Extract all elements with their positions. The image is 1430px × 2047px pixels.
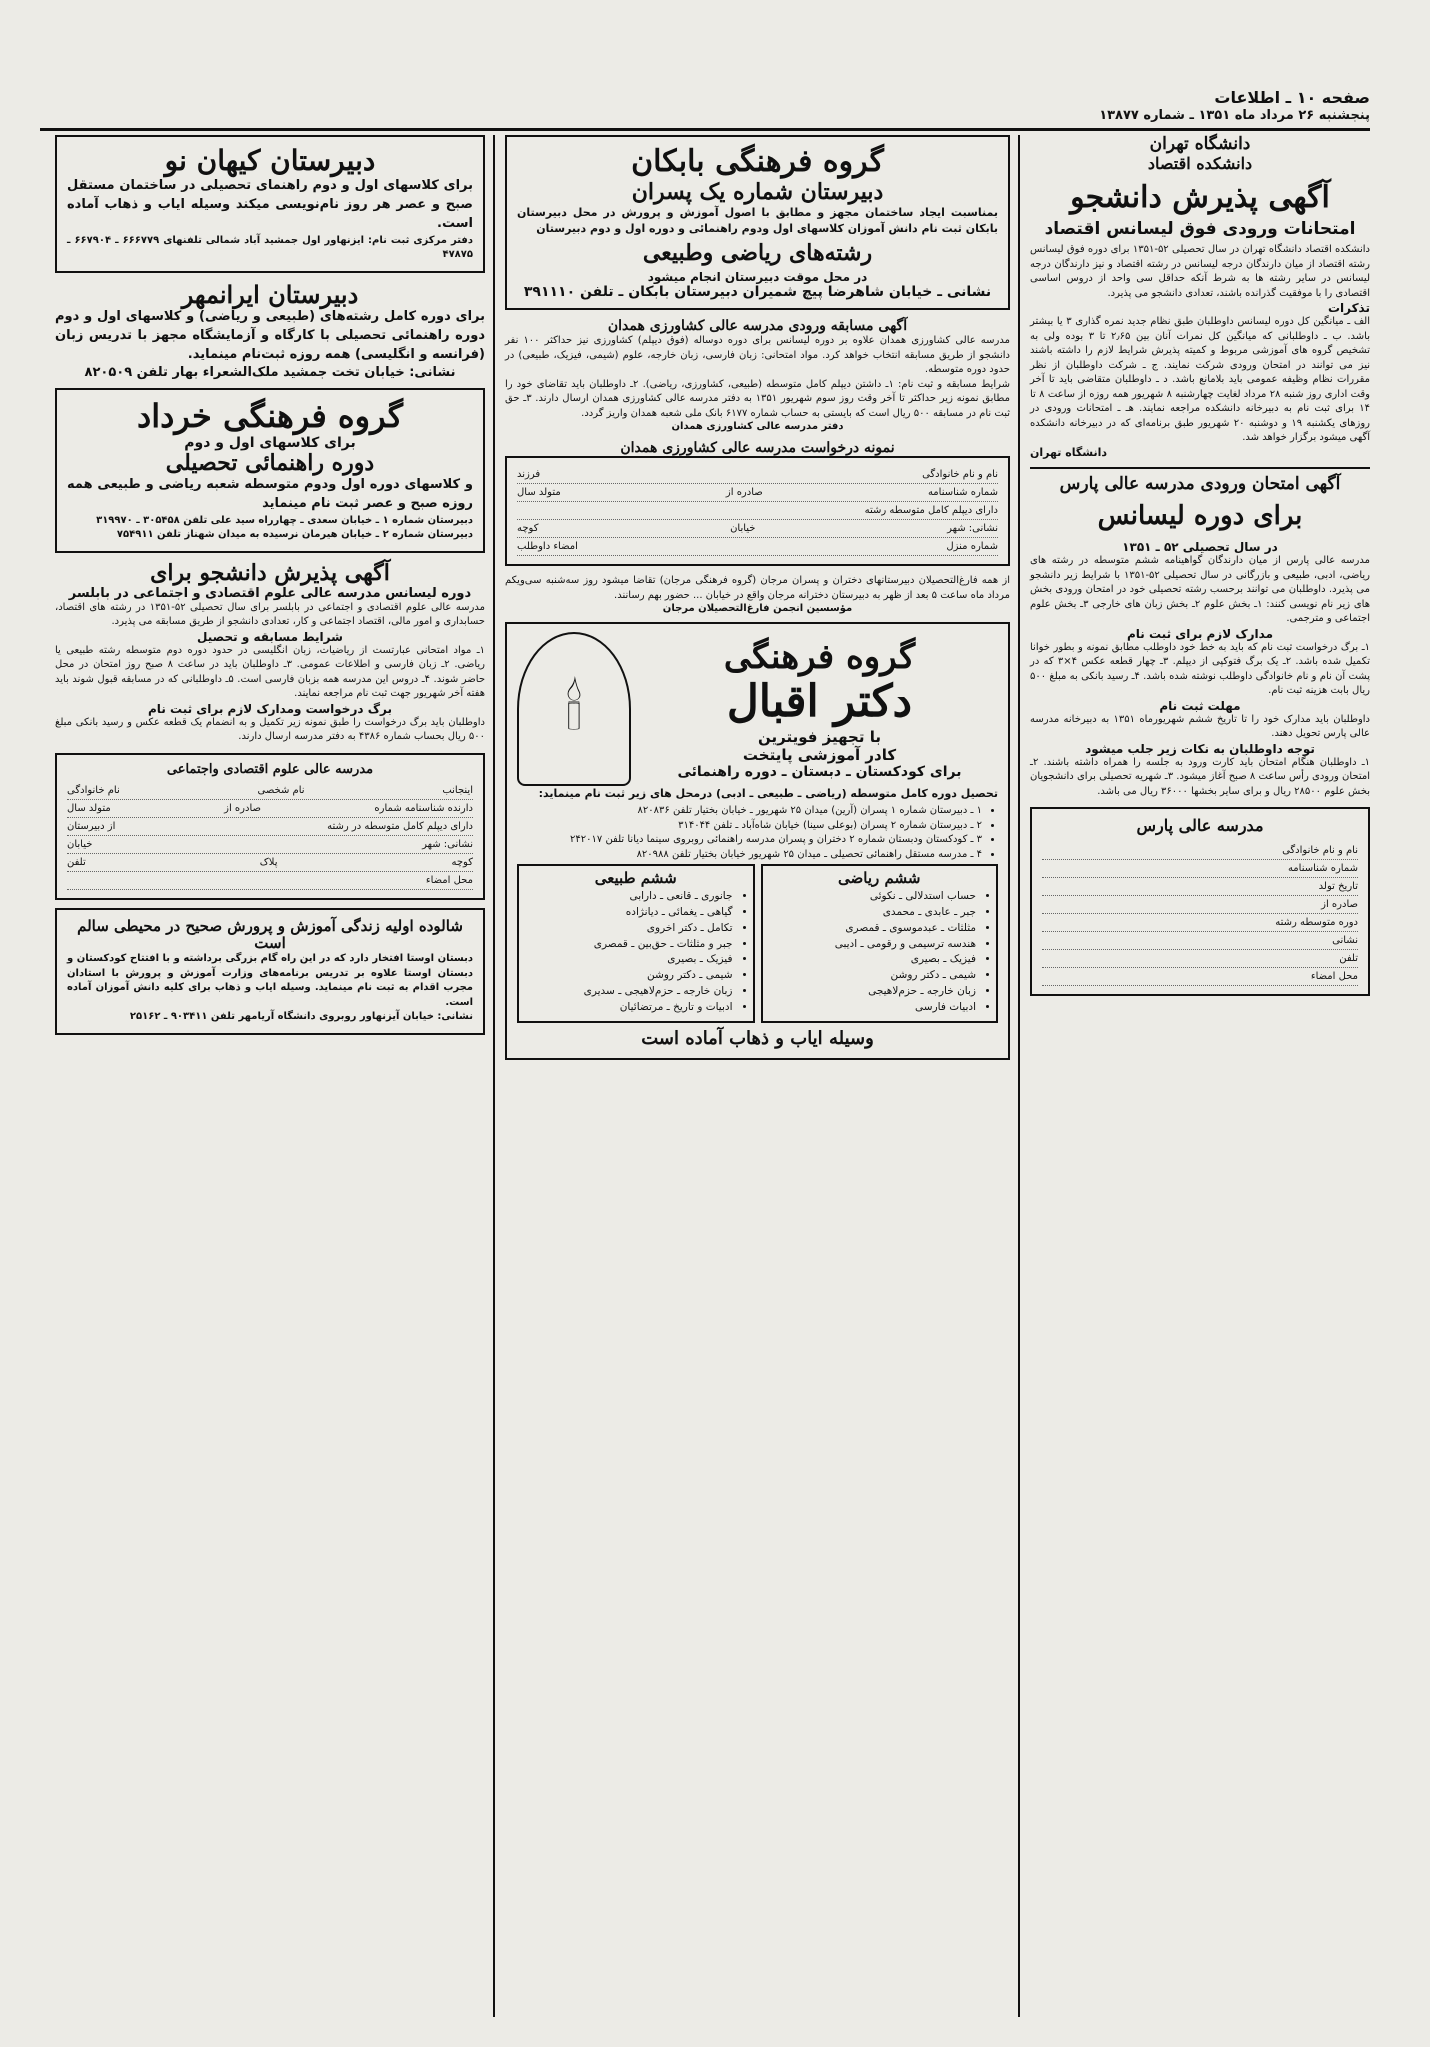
form-row-label: نام خانوادگی — [67, 784, 120, 796]
branch-item: • ۱ ـ دبیرستان شماره ۱ پسران (آرین) میدان ۲۵ شهریور ـ خیابان بختیار تلفن ۸۲۰۸۳۶ — [517, 804, 982, 819]
teacher-item: • هندسه ترسیمی و رقومی ـ ادیبی — [767, 937, 977, 953]
form-row — [1042, 842, 1358, 860]
khordad-addr2: دبیرستان شماره ۲ ـ خیابان هیرمان نرسیده به میدان شهناز تلفن ۷۵۴۹۱۱ — [116, 529, 473, 541]
form-row-label: نام شخصی — [257, 784, 305, 796]
foundation-body: دبستان اوستا افتخار دارد که در این راه گام بزرگی برداشته و با افتتاح کودکستان و دبستان اوستا علاوه بر تدریس برنامه‌های وزارت آموزش و پرورش با استادان مجرب اقدام به ثبت نام مینماید. وسیله ایاب و ذهاب برای کلیه دانش آموزان آماده است. — [67, 953, 473, 1008]
form-row-label: شماره منزل — [946, 541, 998, 553]
column-rule — [1018, 135, 1020, 2017]
form-row — [517, 520, 998, 538]
form-row-label: متولد سال — [67, 802, 111, 814]
form-row-label: دارای دیپلم کامل متوسطه رشته — [864, 505, 998, 517]
ad-intro: دانشکده اقتصاد دانشگاه تهران در سال تحصیلی ۵۲-۱۳۵۱ برای دوره فوق لیسانس رشته اقتصاد از میان دارندگان درجه لیسانس در رشته اقتصاد و نیز دارندگان درجه لیسانس در سایر رشته ها به شرط آنکه حداقل سی واحد از دروس اساسی اقتصادی را با موفقیت گذرانده باشند، تعدادی دانشجو می پذیرد. — [1030, 244, 1370, 299]
teacher-item: • شیمی ـ دکتر روشن — [523, 968, 733, 984]
eqbal-title1: گروه فرهنگی — [723, 637, 916, 678]
pars-form-title: مدرسه عالی پارس — [1136, 816, 1264, 836]
hamedan-sign: دفتر مدرسه عالی کشاورزی همدان — [671, 421, 844, 433]
eqbal-title2: دکتر اقبال — [726, 676, 913, 728]
branch-item: • ۲ ـ دبیرستان شماره ۲ پسران (بوعلی سینا) خیابان شاه‌آباد ـ تلفن ۳۱۴۰۴۴ — [517, 819, 982, 834]
form-row — [67, 782, 473, 800]
form-row-label: نام و نام خانوادگی — [1282, 844, 1358, 856]
form-row-label: نشانی — [1332, 934, 1358, 946]
keyhan-title: دبیرستان کیهان نو — [164, 144, 376, 177]
teacher-item: • تکامل ـ دکتر اخروی — [523, 921, 733, 937]
eqbal-tag2: کادر آموزشی پایتخت — [742, 746, 897, 764]
form-row — [517, 502, 998, 520]
ad-title: آگهی پذیرش دانشجو — [1070, 179, 1330, 215]
form-row-label: نام و نام خانوادگی — [922, 469, 998, 481]
keyhan-address: دفتر مرکزی ثبت نام: ایزنهاور اول جمشید آباد شمالی تلفنهای ۶۶۶۷۷۹ ـ ۶۶۷۹۰۴ ـ ۴۷۸۷۵ — [67, 234, 473, 261]
right-column — [1030, 135, 1370, 2017]
khordad-addr1: دبیرستان شماره ۱ ـ خیابان سعدی ـ چهارراه سید علی تلفن ۳۰۵۴۵۸ ـ ۳۱۹۹۷۰ — [96, 514, 473, 526]
eqbal-levels: برای کودکستان ـ دبستان ـ دوره راهنمائی — [677, 764, 962, 780]
form-row-label: شماره شناسنامه — [1287, 862, 1358, 874]
hamedan-title: آگهی مسابقه ورودی مدرسه عالی کشاورزی همدان — [607, 317, 908, 334]
form-row-label: پلاک — [259, 856, 278, 868]
pars-title: آگهی امتحان ورودی مدرسه عالی پارس — [1059, 473, 1341, 494]
pars-body: مدرسه عالی پارس از میان دارندگان گواهینامه ششم متوسطه در رشته های ریاضی، ادبی، طبیعی و بازرگانی در سال تحصیلی ۵۲-۱۳۵۱ با شرایط زیر دانشجو می پذیرد. داوطلبان می توانند برحسب رشته تحصیلی خود در امتحان ورودی بخش های زیر نام نویسی کنند: ۱ـ بخش علوم ۲ـ بخش زبان های خارجی ۳ـ بخش علوم اجتماعی و مترجمی. — [1030, 555, 1370, 625]
form-row — [1042, 950, 1358, 968]
eqbal-branches — [517, 804, 998, 862]
sixth-nat-title: ششم طبیعی — [594, 869, 677, 888]
form-row — [1042, 968, 1358, 986]
form-row-label: کوچه — [517, 523, 539, 535]
iranmehr-title: دبیرستان ایرانمهر — [181, 279, 359, 309]
teacher-item: • ادبیات و تاریخ ـ مرتضائیان — [523, 1000, 733, 1016]
form-row-label: فرزند — [517, 469, 541, 481]
form-row — [517, 484, 998, 502]
form-row-label: امضاء داوطلب — [517, 541, 578, 553]
pars-deadline-label: مهلت ثبت نام — [1159, 698, 1241, 713]
teachers-grid — [517, 864, 998, 1023]
form-row-label: نشانی: شهر — [422, 838, 473, 850]
teacher-item: • جانوری ـ قانعی ـ دارابی — [523, 889, 733, 905]
sixth-math-box — [761, 864, 999, 1023]
form-row-label: دارای دیپلم کامل متوسطه در رشته — [327, 820, 473, 832]
teacher-item: • گیاهی ـ یغمائی ـ دیانژاده — [523, 905, 733, 921]
teacher-item: • جبر و مثلثات ـ حق‌بین ـ قمصری — [523, 937, 733, 953]
eqbal-titles — [641, 638, 998, 780]
iranmehr-ad — [55, 281, 485, 380]
ad-subtitle: امتحانات ورودی فوق لیسانس اقتصاد — [1044, 219, 1356, 240]
bakan-ad — [505, 135, 1010, 310]
form-row-label: اینجانب — [442, 784, 473, 796]
bakan-address: نشانی ـ خیابان شاهرضا پیچ شمیران دبیرستان بابکان ـ تلفن ۳۹۱۱۱۰ — [523, 283, 992, 300]
form-row-label: خیابان — [730, 523, 756, 535]
middle-column — [505, 135, 1010, 2017]
pars-tips: ۱ـ داوطلبان هنگام امتحان باید کارت ورود به جلسه را همراه داشته باشند. ۲ـ امتحان ورودی رأس ساعت ۸ صبح آغاز میشود. ۳ـ شهریه تحصیلی برای دانشجویان بخش علوم ۲۸۵۰۰ ریال و برای سایر بخشها ۳۶۰۰۰ ریال می باشد. — [1030, 756, 1370, 797]
notes-sign: دانشگاه تهران — [1030, 445, 1107, 459]
babol-conds-label: شرایط مسابقه و تحصیل — [197, 629, 343, 644]
bakan-title: گروه فرهنگی بابکان — [631, 144, 884, 179]
branch-item: • ۴ ـ مدرسه مستقل راهنمائی تحصیلی ـ میدان ۲۵ شهریور خیابان بختیار تلفن ۸۲۰۹۸۸ — [517, 848, 982, 863]
pars-subtitle: برای دوره لیسانس — [1097, 501, 1303, 532]
form-row-label: دارنده شناسنامه شماره — [374, 802, 473, 814]
hamedan-body: مدرسه عالی کشاورزی همدان علاوه بر دوره لیسانس برای دوره دوساله (فوق دیپلم) کشاورزی نیز حداکثر ۱۰۰ نفر دانشجو از طریق مسابقه انتخاب خواهد کرد. مواد امتحانی: زبان فارسی، زبان خارجه، علوم (شیمی، فیزیک، طبیعی) در حدود دوره متوسطه. — [505, 335, 1010, 376]
babol-body: مدرسه عالی علوم اقتصادی و اجتماعی در بابلسر برای سال تحصیلی ۵۲-۱۳۵۱ در رشته های اقتصاد، حسابداری و امور مالی، اقتصاد اجتماعی و کار، تعدادی دانشجو از طریق مسابقه می پذیرد. — [55, 601, 485, 628]
pars-tips-label: توجه داوطلبان به نکات زیر جلب میشود — [1085, 741, 1315, 756]
teacher-item: • مثلثات ـ عبدموسوی ـ قمصری — [767, 921, 977, 937]
bakan-subtitle: دبیرستان شماره یک پسران — [631, 178, 884, 205]
form-row — [1042, 914, 1358, 932]
sixth-math-title: ششم ریاضی — [838, 869, 921, 888]
form-row — [517, 466, 998, 484]
bakan-body: بمناسبت ایجاد ساختمان مجهز و مطابق با اصول آموزش و پرورش در محل دبیرستان بابکان ثبت نام دانش آموزان کلاسهای اول ودوم راهنمائی و دوره اول و دوم دبیرستان — [517, 205, 998, 235]
form-row-label: تلفن — [67, 856, 86, 868]
form-row-label: تاریخ تولد — [1318, 880, 1358, 892]
page-label: صفحه ۱۰ ـ اطلاعات — [1214, 88, 1370, 107]
form-row-label: دوره متوسطه رشته — [1275, 916, 1358, 928]
form-row — [67, 800, 473, 818]
form-row-label: صادره از — [1321, 898, 1358, 910]
form-row-label: نشانی: شهر — [947, 523, 998, 535]
column-rule — [493, 135, 495, 2017]
foundation-address: نشانی: خیابان آیزنهاور روبروی دانشگاه آریامهر تلفن ۹۰۳۴۱۱ ـ ۲۵۱۶۲ — [129, 1011, 473, 1023]
pars-ad — [1030, 475, 1370, 799]
form-row — [67, 818, 473, 836]
teacher-item: • زبان خارجه ـ حزم‌لاهیجی ـ سدیری — [523, 984, 733, 1000]
form-row-label: از دبیرستان — [67, 820, 116, 832]
bakan-place: در محل موقت دبیرستان انجام میشود — [647, 269, 868, 284]
keyhan-body: برای کلاسهای اول و دوم راهنمای تحصیلی در ساختمان مستقل صبح و عصر هر روز نام‌نویسی میکند وسیله ایاب و ذهاب آماده است. — [67, 178, 473, 231]
marjan-body: از همه فارغ‌التحصیلان دبیرستانهای دختران و پسران مرجان (گروه فرهنگی مرجان) تقاضا میشود روز سه‌شنبه سی‌ویکم مرداد ماه ساعت ۵ بعد از ظهر به دبیرستان دخترانه مرجان واقع در خیابان ... حضور بهم رسانند. — [505, 575, 1010, 601]
iranmehr-address: نشانی: خیابان تخت جمشید ملک‌الشعراء بهار تلفن ۸۲۰۵۰۹ — [84, 364, 456, 380]
pars-docs-label: مدارک لازم برای ثبت نام — [1126, 626, 1273, 641]
teacher-item: • حساب استدلالی ـ نکوئی — [767, 889, 977, 905]
left-column — [55, 135, 485, 2017]
faculty-name: دانشکده اقتصاد — [1147, 153, 1253, 173]
teacher-item: • ادبیات فارسی — [767, 1000, 977, 1016]
sixth-nat-box — [517, 864, 755, 1023]
khordad-body: و کلاسهای دوره اول ودوم متوسطه شعبه ریاضی و طبیعی همه روزه صبح و عصر ثبت نام مینماید — [67, 476, 473, 511]
form-row — [67, 872, 473, 890]
issue-date: پنجشنبه ۲۶ مرداد ماه ۱۳۵۱ ـ شماره ۱۳۸۷۷ — [1099, 108, 1370, 123]
pars-form — [1030, 807, 1370, 995]
babol-conds: ۱ـ مواد امتحانی عبارتست از ریاضیات، زبان انگلیسی در حدود دوره دوم متوسطه رشته طبیعی یا ریاضی. ۲ـ زبان فارسی و اطلاعات عمومی. ۳ـ داوطلبان باید در ساعت ۸ صبح روز امتحان در محل حاضر شوند. ۴ـ دروس این مدرسه همه بزبان فارسی است. ۵ـ داوطلبانی که در مسابقه قبول شوند باید هفته آخر شهریور جهت ثبت نام مراجعه نمایند. — [55, 644, 486, 700]
divider — [1030, 467, 1370, 469]
form-row — [1042, 932, 1358, 950]
khordad-sub: برای کلاسهای اول و دوم — [184, 434, 356, 451]
eqbal-tag1: با تجهیز فویترین — [758, 728, 881, 746]
form-row — [517, 538, 998, 556]
form-row-label: صادره از — [224, 802, 261, 814]
babol-form-req-label: برگ درخواست ومدارک لازم برای ثبت نام — [148, 701, 392, 716]
hamedan-conds: شرایط مسابقه و ثبت نام: ۱ـ داشتن دیپلم کامل متوسطه (طبیعی، کشاورزی، ریاضی). ۲ـ داوطلبان باید تقاضای خود را مطابق نمونه زیر حداکثر تا آخر وقت روز سوم شهریور ۱۳۵۱ به دفتر مدرسه عالی کشاورزی همدان ارسال دارند. ۳ـ حق ثبت نام در مسابقه ۵۰۰ ریال است که بایستی به حساب شماره ۶۱۷۷ بانک ملی شعبه همدان واریز گردد. — [505, 378, 1010, 419]
pars-year: در سال تحصیلی ۵۲ ـ ۱۳۵۱ — [1122, 540, 1278, 555]
form-row-label: کوچه — [451, 856, 473, 868]
babol-form-title: مدرسه عالی علوم اقتصادی واجتماعی — [166, 761, 374, 777]
babol-form-req: داوطلبان باید برگ درخواست را طبق نمونه زیر تکمیل و به انضمام یک قطعه عکس و رسید بانکی مبلغ ۵۰۰ ریال بحساب شماره ۴۳۸۶ به دفتر مدرسه ارسال دارند. — [55, 716, 485, 743]
form-row-label: محل امضاء — [425, 874, 473, 886]
form-row — [67, 854, 473, 872]
keyhan-ad — [55, 135, 485, 273]
pars-deadline: داوطلبان باید مدارک خود را تا تاریخ ششم شهریورماه ۱۳۵۱ به دبیرخانه مدرسه عالی پارس تحویل دهند. — [1030, 713, 1371, 740]
candle-emblem-icon: 🕯 — [517, 632, 631, 786]
hamedan-ad — [505, 318, 1010, 432]
pars-docs: ۱ـ برگ درخواست ثبت نام که باید به خط خود داوطلب مطابق نمونه و بطور خوانا تکمیل شده باشد. ۲ـ یک برگ فتوکپی از دیپلم. ۳ـ چهار قطعه عکس ۴×۳ که در پشت آن نام و نام خانوادگی داوطلب نوشته شده باشد. ۴ـ رسید بانکی به مبلغ ۵۰۰ ریال بابت هزینه ثبت نام. — [1030, 641, 1371, 697]
tehran-economics-ad — [1030, 135, 1370, 459]
hamedan-form-box — [505, 456, 1010, 566]
eqbal-ad — [505, 622, 1010, 1060]
form-row-label: محل امضاء — [1310, 970, 1358, 982]
univ-name: دانشگاه تهران — [1149, 134, 1251, 154]
foundation-title: شالوده اولیه زندگی آموزش و پرورش صحیح در محیطی سالم است — [77, 916, 463, 953]
bakan-fields: رشته‌های ریاضی وطبیعی — [642, 239, 873, 266]
marjan-notice — [505, 574, 1010, 614]
babol-ad — [55, 561, 485, 745]
avesta-ad — [55, 908, 485, 1035]
teacher-item: • فیزیک ـ بصیری — [767, 952, 977, 968]
notes-label: تذکرات — [1327, 301, 1370, 316]
babol-title: آگهی پذیرش دانشجو برای — [150, 559, 390, 586]
babol-subtitle: دوره لیسانس مدرسه عالی علوم اقتصادی و اجتماعی در بابلسر — [68, 585, 472, 601]
eqbal-header — [517, 632, 998, 786]
eqbal-body: تحصیل دوره کامل متوسطه (ریاضی ـ طبیعی ـ ادبی) درمحل های زیر ثبت نام مینماید: — [538, 787, 998, 801]
form-row — [1042, 860, 1358, 878]
khordad-sub2: دوره راهنمائی تحصیلی — [165, 449, 375, 476]
teacher-item: • شیمی ـ دکتر روشن — [767, 968, 977, 984]
form-row — [1042, 896, 1358, 914]
form-row-label: صادره از — [725, 487, 763, 499]
form-row-label: شماره شناسنامه — [927, 487, 998, 499]
form-row-label: متولد سال — [517, 487, 561, 499]
marjan-sign: مؤسسین انجمن فارغ‌التحصیلان مرجان — [662, 603, 853, 615]
teacher-item: • زبان خارجه ـ حزم‌لاهیجی — [767, 984, 977, 1000]
form-row-label: تلفن — [1339, 952, 1358, 964]
branch-item: • ۳ ـ کودکستان ودبستان شماره ۲ دختران و پسران مدرسه راهنمائی روبروی سینما دیانا تلفن ۲۴۲۰۱۷ — [517, 833, 982, 848]
khordad-title: گروه فرهنگی خرداد — [136, 396, 404, 435]
eqbal-footer: وسیله ایاب و ذهاب آماده است — [641, 1028, 874, 1050]
ad-notes: الف ـ میانگین کل دوره لیسانس داوطلبان طبق نظام جدید نمره گذاری ۳ یا بیشتر باشد. ب ـ داوطلبانی که میانگین کل نمرات آنان بین ۲٫۶۵ تا ۳ بوده ولی به تشخیص گروه های آموزشی مربوط و کمیته پذیرش شرایط لازم را داشته باشند نیز می توانند در امتحان ورودی شرکت نمایند. ج ـ شرکت داوطلبان از نظر مقررات نظام وظیفه عمومی باید بلامانع باشد. د ـ داوطلبان متقاضی باید تا آخر وقت اداری روز شنبه ۲۸ مرداد لغایت چهارشنبه ۸ شهریور همه روزه از ساعت ۸ تا ۱۴ برای ثبت نام به دبیرخانه دانشکده مراجعه نمایند. هـ ـ امتحانات ورودی در روزهای یکشنبه ۱۹ و دوشنبه ۲۰ شهریور طبق برنامه‌ای که در دبیرخانه دانشکده آگهی میشود برگزار خواهد شد. — [1030, 316, 1371, 444]
teacher-item: • جبر ـ عابدی ـ محمدی — [767, 905, 977, 921]
page-header — [40, 88, 1370, 131]
form-row-label: خیابان — [67, 838, 93, 850]
teacher-item: • فیزیک ـ بصیری — [523, 952, 733, 968]
khordad-ad — [55, 388, 485, 553]
form-row — [67, 836, 473, 854]
babol-form — [55, 753, 485, 900]
hamedan-form-title: نمونه درخواست مدرسه عالی کشاورزی همدان — [620, 440, 895, 457]
iranmehr-body: برای دوره کامل رشته‌های (طبیعی و ریاضی) و کلاسهای اول و دوم دوره راهنمائی تحصیلی با کارگاه و آزمایشگاه مجهز با تدریس زبان (فرانسه و انگلیسی) همه روزه ثبت‌نام مینماید. — [55, 309, 485, 362]
hamedan-form — [505, 440, 1010, 566]
form-row — [1042, 878, 1358, 896]
